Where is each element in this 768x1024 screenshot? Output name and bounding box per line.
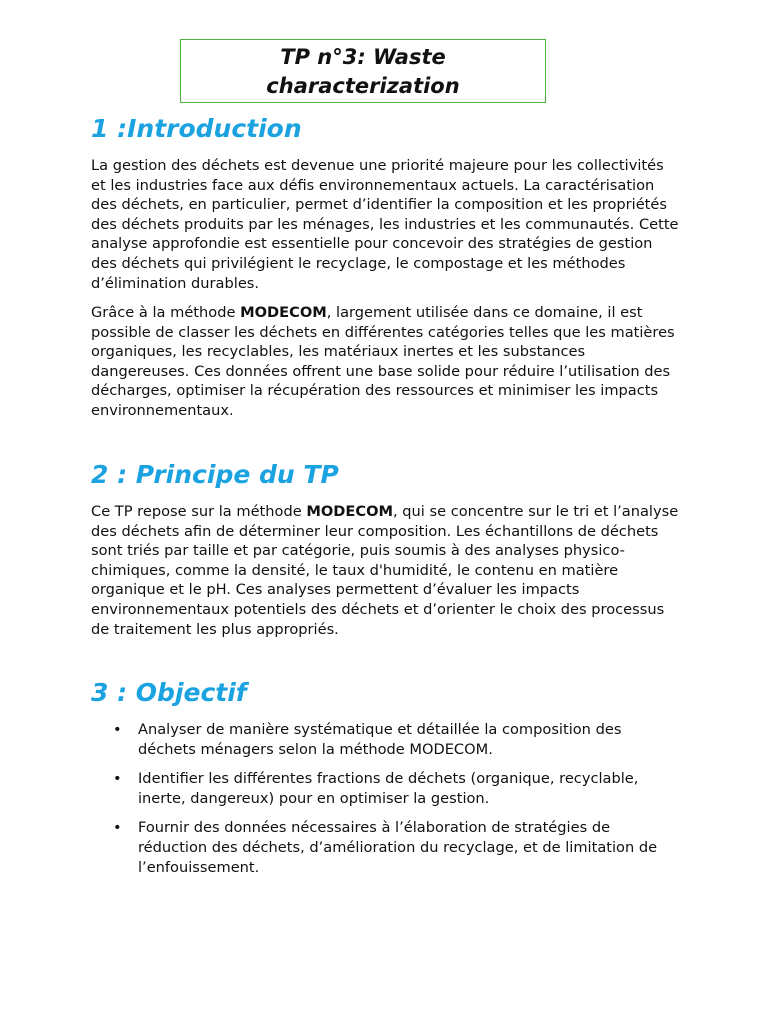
list-item [91, 720, 681, 759]
section-heading-introduction: 1 :Introduction [91, 114, 302, 143]
objectif-list [91, 720, 681, 877]
intro-paragraph-1-text: La gestion des déchets est devenue une priorité majeure pour les collectivités et les industries face aux défis environnementaux actuels. La caractérisation des déchets, en particulier, permet d’identifier la composition et les propriétés des déchets produits par les ménages, les industries et les communautés. Cette analyse approfondie est essentielle pour concevoir des stratégies de gestion des déchets qui privilégient le recyclage, le compostage et les méthodes d’élimination durables. [91, 157, 679, 292]
principe-paragraph [91, 502, 681, 639]
intro-paragraph-2-text-b: , largement utilisée dans ce domaine, il est possible de classer les déchets en différentes catégories telles que les matières organiques, les recyclables, les matériaux inertes et les substances dangereuses. Ces données offrent une base solide pour réduire l’utilisation des décharges, optimiser la récupération des ressources et minimiser les impacts environnementaux. [91, 304, 675, 419]
intro-paragraph-1 [91, 156, 681, 293]
principe-paragraph-text-b: , qui se concentre sur le tri et l’analyse des déchets afin de déterminer leur composition. Les échantillons de déchets sont triés par taille et par catégorie, puis soumis à des analyses physico-chimiques, comme la densité, le taux d'humidité, le contenu en matière organique et le pH. Ces analyses permettent d’évaluer les impacts environnementaux potentiels des déchets et d’orienter le choix des processus de traitement les plus appropriés. [91, 503, 679, 638]
document-title-text: TP n°3: Waste characterization [266, 45, 460, 98]
modecom-bold: MODECOM [240, 304, 327, 321]
list-item [91, 769, 681, 808]
list-item-text: Analyser de manière systématique et détaillée la composition des déchets ménagers selon la méthode MODECOM. [138, 721, 622, 758]
intro-paragraph-2 [91, 303, 681, 421]
list-item-text: Fournir des données nécessaires à l’élaboration de stratégies de réduction des déchets, d’amélioration du recyclage, et de limitation de l’enfouissement. [138, 819, 658, 876]
section-heading-principe: 2 : Principe du TP [91, 460, 339, 489]
principe-paragraph-text-a: Ce TP repose sur la méthode [91, 503, 307, 520]
document-title [180, 39, 546, 103]
section-heading-objectif: 3 : Objectif [91, 678, 247, 707]
intro-paragraph-2-text-a: Grâce à la méthode [91, 304, 241, 321]
modecom-bold: MODECOM [306, 503, 393, 520]
list-item-text: Identifier les différentes fractions de déchets (organique, recyclable, inerte, dangereux) pour en optimiser la gestion. [138, 770, 639, 807]
list-item [91, 818, 681, 877]
